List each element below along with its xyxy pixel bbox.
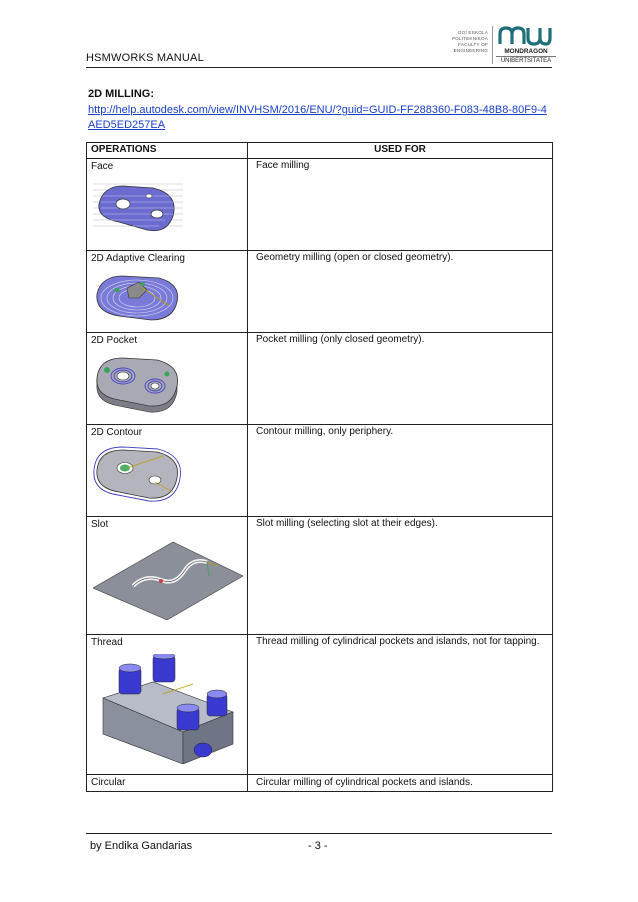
pocket-milling-image — [93, 350, 183, 414]
operation-name: Slot — [91, 519, 109, 530]
help-link[interactable]: http://help.autodesk.com/view/INVHSM/2016/ENU/?guid=GUID-FF288360-F083-48B8-80F9-4AED5ED257EA — [88, 104, 547, 131]
page-header — [86, 24, 552, 70]
operation-name: 2D Adaptive Clearing — [91, 253, 185, 264]
operation-cell — [87, 425, 248, 517]
page-number: - 3 - — [308, 840, 328, 852]
thread-milling-image — [93, 654, 243, 764]
operation-cell — [87, 517, 248, 635]
used-for-cell: Contour milling, only periphery. — [248, 425, 553, 517]
operation-name: 2D Contour — [91, 427, 143, 438]
operation-name: Face — [91, 161, 114, 172]
table-row — [87, 251, 553, 333]
manual-title: HSMWORKS MANUAL — [86, 52, 204, 64]
used-for-cell: Pocket milling (only closed geometry). — [248, 333, 553, 425]
column-header-operations: OPERATIONS — [87, 143, 248, 159]
table-row — [87, 775, 553, 792]
table-row — [87, 333, 553, 425]
faculty-label: GOI ESKOLA POLITEKNIKOA FACULTY OF ENGINEERING — [451, 30, 488, 53]
operation-name: Thread — [91, 637, 123, 648]
adaptive-clearing-image — [93, 268, 183, 326]
table-row — [87, 517, 553, 635]
used-for-cell: Geometry milling (open or closed geometry). — [248, 251, 553, 333]
table-header-row — [87, 143, 553, 159]
used-for-cell: Slot milling (selecting slot at their edges). — [248, 517, 553, 635]
contour-milling-image — [93, 442, 183, 506]
mondragon-logo-icon — [498, 26, 552, 46]
operation-cell — [87, 635, 248, 775]
operation-cell — [87, 775, 248, 792]
operations-table — [86, 142, 553, 792]
table-row — [87, 425, 553, 517]
logo-divider — [492, 26, 493, 64]
footer-author: by Endika Gandarias — [90, 840, 193, 852]
university-logo — [446, 24, 556, 68]
section-title: 2D MILLING: — [88, 88, 154, 100]
operation-cell — [87, 159, 248, 251]
used-for-cell: Thread milling of cylindrical pockets and islands, not for tapping. — [248, 635, 553, 775]
university-name: MONDRAGON — [504, 48, 548, 55]
face-milling-image — [93, 176, 183, 238]
footer-divider — [86, 833, 552, 834]
operation-cell — [87, 251, 248, 333]
table-row — [87, 159, 553, 251]
header-divider — [86, 67, 552, 68]
used-for-cell: Circular milling of cylindrical pockets and islands. — [248, 775, 553, 792]
used-for-cell: Face milling — [248, 159, 553, 251]
column-header-used-for: USED FOR — [248, 143, 553, 159]
slot-milling-image — [93, 536, 243, 620]
university-name-2: UNIBERTSITATEA — [496, 56, 556, 65]
operation-name: 2D Pocket — [91, 335, 138, 346]
operation-cell — [87, 333, 248, 425]
table-row — [87, 635, 553, 775]
operation-name: Circular — [91, 777, 126, 788]
